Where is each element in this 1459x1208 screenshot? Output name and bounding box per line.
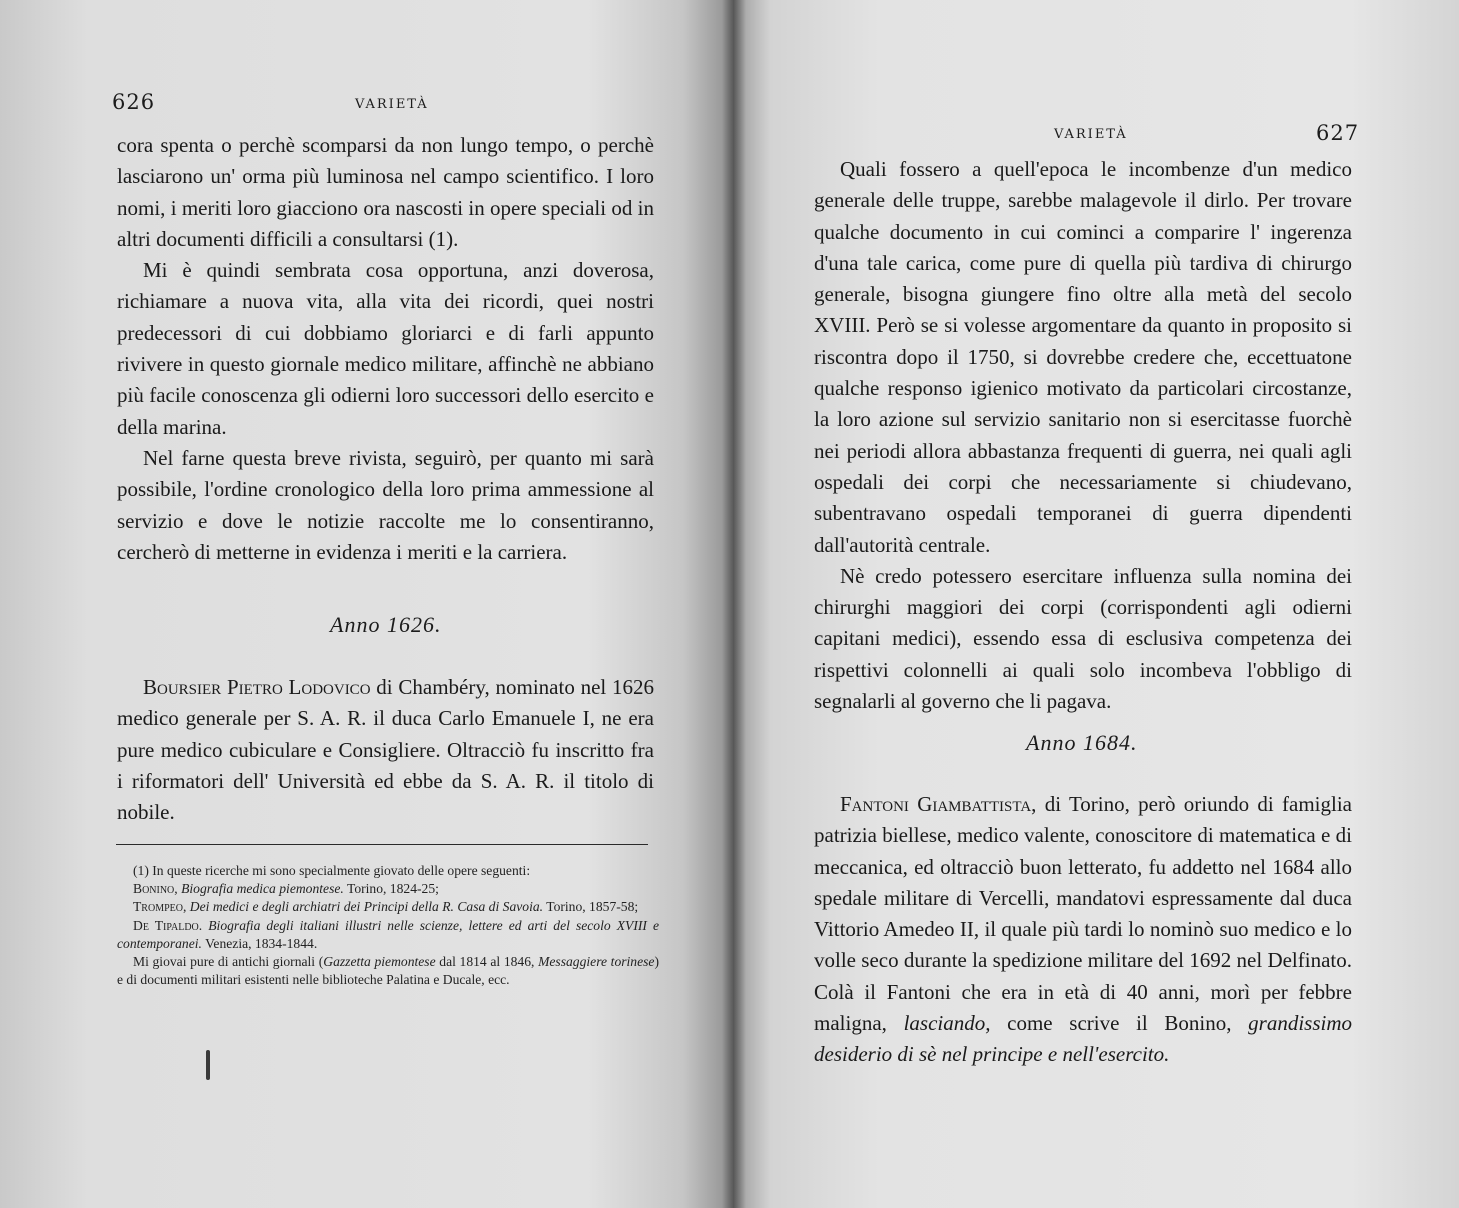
right-entry-quote-a: lasciando, [903,1011,991,1036]
left-paragraph-2: Mi è quindi sembrata cosa opportuna, anzi doverosa, richiamare a nuova vita, alla vita dei ricordi, quei nostri predecessori di cui dobbiamo gloriarci e di farli appunto rivivere in questo giornale medico militare, affinchè ne abbiano più facile conoscenza gli odierni loro successori dello esercito e della marina. [117,258,654,439]
left-paragraph-1: cora spenta o perchè scomparsi da non lungo tempo, o perchè lasciarono un' orma più luminosa nel campo scientifico. I loro nomi, i meriti loro giacciono ora nascosti in opere speciali od in altri documenti difficili a consultarsi (1). [117,133,654,251]
right-entry [814,789,1352,1071]
right-entry-text: , di Torino, però oriundo di famiglia patrizia biellese, medico valente, conoscitore di matematica e di meccanica, ed oltracciò buon letterato, fu addetto nel 1684 allo spedale militare di Vercelli, mandatovi espressamente dal duca Vittorio Amedeo II, il quale più tardi lo nominò suo medico e lo volle seco durante la spedizione militare del 1692 nel Delfinato. Colà il Fantoni che era in età di 40 anni, morì per febbre maligna, [814,792,1353,1036]
right-paragraph-1: Quali fossero a quell'epoca le incombenze d'un medico generale delle truppe, sarebbe malagevole il dirlo. Per trovare qualche documento in cui cominci a comparire l' ingerenza d'una tale carica, come pure di quella più tardiva di chirurgo generale, bisogna giungere fino oltre alla metà del secolo XVIII. Però se si volesse argomentare da quanto in proposito si riscontra dopo il 1750, si dovrebbe credere che, eccettuatone qualche responso igienico motivato da particolari circostanze, la loro azione sul servizio sanitario non si esercitasse fuorchè nei periodi allora abbastanza frequenti di guerra, nei quali agli ospedali dei corpi che necessariamente si chiudevano, subentravano ospedali temporanei di guerra dipendenti dall'autorità centrale. [814,157,1352,557]
footnote-closing-text: ) e di documenti militari esistenti nelle biblioteche Palatina e Ducale, ecc. [117,954,659,988]
ref-author: Trompeo, [133,899,187,915]
footnote-intro: (1) In queste ricerche mi sono specialmente giovato delle opere seguenti: [133,863,531,878]
right-body-text [814,154,1352,717]
right-paragraph-2: Nè credo potessero esercitare influenza sulla nomina dei chirurghi maggiori dei corpi (corrispondenti agli odierni capitani medici), essendo essa di esclusiva competenza dei rispettivi colonnelli ai quali solo incombeva l'obbligo di segnalarli al governo che li pagava. [814,563,1352,714]
left-year-heading: Anno 1626. [330,612,442,637]
right-year-heading: Anno 1684. [1026,730,1138,755]
left-running-head: VARIETÀ [355,97,429,112]
ref-author: Bonino, [133,881,178,897]
right-page-number: 627 [1316,121,1360,145]
ink-mark [206,1050,210,1080]
right-page [734,0,1459,1208]
footnote-closing-text: Mi giovai pure di antichi giornali ( [133,954,324,970]
right-entry-name: Fantoni Giambattista [840,792,1032,816]
right-running-head: VARIETÀ [1054,127,1128,142]
ref-rest: Torino, 1857-58; [543,899,639,915]
ref-title: Biografia degli italiani illustri nelle scienze, lettere ed arti del secolo XVIII e contemporanei. [117,917,659,951]
ref-author: De Tipaldo. [133,917,203,933]
footnote-closing-italic: Gazzetta piemontese [323,954,436,970]
footnote-ref-3 [117,917,659,953]
left-entry [117,672,654,828]
footnote-closing [117,953,659,989]
ref-title: Biografia medica piemontese. [181,881,344,897]
left-body-text [117,130,654,568]
footnote-rule [116,844,648,845]
left-entry-text: di Chambéry, nominato nel 1626 medico generale per S. A. R. il duca Carlo Emanuele I, ne era pure medico cubiculare e Consigliere. Oltracciò fu inscritto fra i riformatori dell' Università ed ebbe da S. A. R. il titolo di nobile. [117,675,654,825]
ref-title: Dei medici e degli archiatri dei Principi della R. Casa di Savoia. [189,899,544,915]
left-page-number: 626 [112,90,156,114]
right-entry-mid: come scrive il Bonino, [990,1011,1249,1036]
ref-rest: Torino, 1824-25; [343,881,439,897]
footnote-closing-italic: Messaggiere torinese [538,954,655,970]
footnote-closing-text: dal 1814 al 1846, [435,954,539,970]
left-entry-name: Boursier Pietro Lodovico [143,675,371,699]
right-entry-quote-b: grandissimo desiderio di sè nel principe e nell'esercito. [814,1011,1352,1067]
book-gutter [722,0,746,1208]
footnote-ref-1 [117,880,659,898]
left-paragraph-3: Nel farne questa breve rivista, seguirò, per quanto mi sarà possibile, l'ordine cronologico della loro prima ammessione al servizio e dove le notizie raccolte me lo consentiranno, cercherò di metterne in evidenza i meriti e la carriera. [117,445,654,564]
ref-rest: Venezia, 1834-1844. [201,935,318,951]
footnote [117,862,659,989]
footnote-ref-2 [117,898,659,916]
